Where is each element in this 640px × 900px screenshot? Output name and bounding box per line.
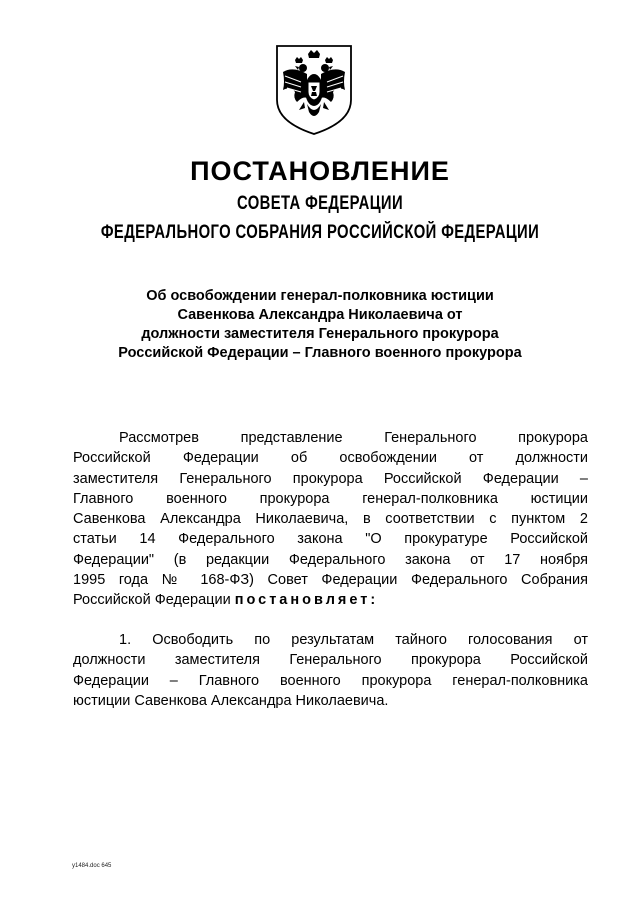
- paragraph-line: статьи 14 Федерального закона "О прокуратуре Российской: [73, 531, 588, 548]
- resolution-heading: [60, 287, 580, 363]
- paragraph-line: Савенкова Александра Николаевича, в соответствии с пунктом 2: [73, 511, 588, 528]
- resolves-keyword: постановляет:: [234, 592, 379, 609]
- paragraph-line: Российской Федерации об освобождении от должности: [73, 450, 588, 467]
- preamble-paragraph: [73, 428, 588, 611]
- paragraph-line: 1995 года № 168-ФЗ) Совет Федерации Федерального Собрания: [73, 572, 588, 589]
- paragraph-line: юстиции Савенкова Александра Николаевича.: [73, 692, 389, 709]
- document-title: ПОСТАНОВЛЕНИЕ: [190, 156, 450, 186]
- paragraph-line-text: Российской Федерации: [73, 592, 231, 609]
- issuing-assembly: ФЕДЕРАЛЬНОГО СОБРАНИЯ РОССИЙСКОЙ ФЕДЕРАЦИИ: [100, 222, 540, 243]
- russian-coat-of-arms-icon: [271, 42, 357, 138]
- issuing-body: СОВЕТА ФЕДЕРАЦИИ: [236, 193, 404, 214]
- paragraph-line: Федерации" (в редакции Федерального закона от 17 ноября: [73, 551, 588, 568]
- heading-line: Об освобождении генерал-полковника юстиции: [146, 288, 494, 304]
- operative-paragraph: [73, 630, 588, 711]
- heading-line: Савенкова Александра Николаевича от: [177, 307, 463, 323]
- paragraph-line: Федерации – Главного военного прокурора генерал-полковника: [73, 672, 588, 689]
- paragraph-line: должности заместителя Генерального прокурора Российской: [73, 652, 588, 669]
- paragraph-line: Главного военного прокурора генерал-полковника юстиции: [73, 490, 588, 507]
- paragraph-last-line: [73, 590, 588, 610]
- paragraph-line: заместителя Генерального прокурора Российской Федерации –: [73, 470, 588, 487]
- heading-line: должности заместителя Генерального прокурора: [141, 326, 499, 342]
- paragraph-line: 1. Освободить по результатам тайного голосования от: [119, 632, 588, 648]
- document-file-code: у1484.doc 645: [72, 863, 112, 869]
- paragraph-line: Рассмотрев представление Генерального прокурора: [119, 430, 588, 446]
- heading-line: Российской Федерации – Главного военного прокурора: [118, 345, 522, 361]
